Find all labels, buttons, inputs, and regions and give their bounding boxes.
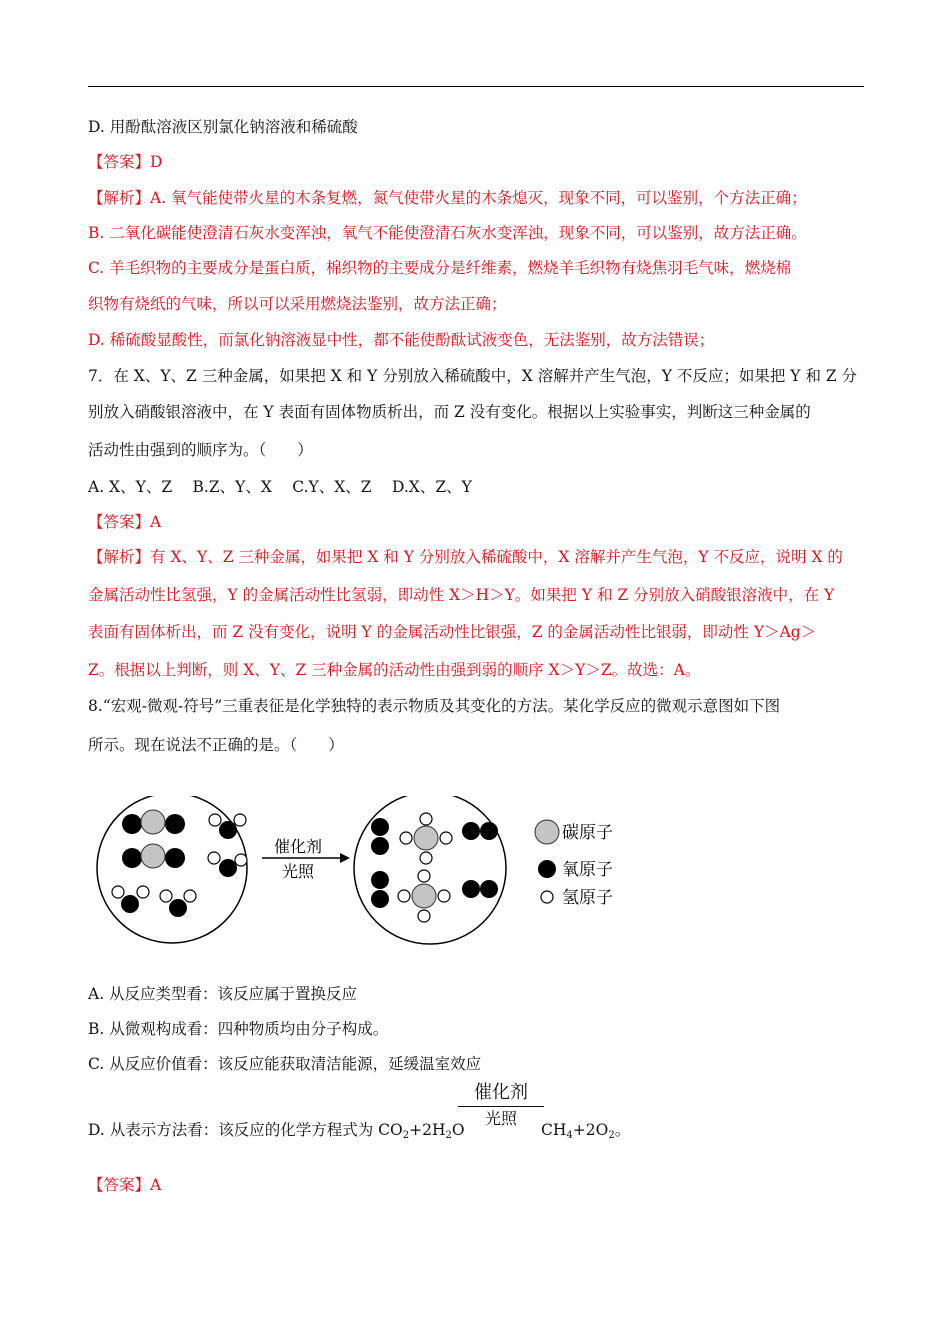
- hydrogen-atom: [418, 870, 430, 882]
- legend-oxygen-label: 氧原子: [562, 860, 613, 880]
- hydrogen-atom: [112, 886, 124, 898]
- q7-stem-2: 别放入硝酸银溶液中，在 Y 表面有固体物质析出，而 Z 没有变化。根据以上实验事实，判断这三种金属的: [88, 403, 811, 421]
- q6-analysis-3a: C. 羊毛织物的主要成分是蛋白质，棉织物的主要成分是纤维素，燃烧羊毛织物有烧焦羽毛气味，燃烧棉: [88, 259, 792, 277]
- carbon-atom: [412, 884, 436, 908]
- q6-analysis-2: B. 二氧化碳能使澄清石灰水变浑浊，氧气不能使澄清石灰水变浑浊，现象不同，可以鉴别，故方法正确。: [88, 224, 807, 242]
- q6-analysis-1: [88, 188, 868, 208]
- carbon-atom: [141, 810, 165, 834]
- oxygen-atom: [480, 880, 498, 898]
- oxygen-atom: [219, 821, 237, 839]
- q8-option-b: B. 从微观构成看：四种物质均由分子构成。: [88, 1020, 389, 1038]
- reaction-arrow-head: [340, 853, 350, 863]
- legend: [535, 820, 613, 908]
- q6-option-d: D. 用酚酞溶液区别氯化钠溶液和稀硫酸: [88, 118, 358, 136]
- hydrogen-atom: [400, 832, 412, 844]
- equation-product-ch: CH: [541, 1121, 567, 1139]
- oxygen-atom: [165, 848, 185, 868]
- equation-end: 。: [614, 1121, 631, 1139]
- q7-stem-1: 7．在 X、Y、Z 三种金属，如果把 X 和 Y 分别放入稀硫酸中，X 溶解并产生气泡，Y 不反应；如果把 Y 和 Z 分: [88, 367, 858, 385]
- q7-analysis-3: 表面有固体析出，而 Z 没有变化，说明 Y 的金属活动性比银强，Z 的金属活动性比银弱，即动性 Y＞Ag＞: [88, 623, 817, 641]
- legend-hydrogen-swatch: [541, 891, 553, 903]
- answer-value: A: [150, 513, 162, 531]
- oxygen-atom: [165, 814, 185, 834]
- q8-option-c: C. 从反应价值看：该反应能获取清洁能源，延缓温室效应: [88, 1055, 482, 1073]
- equation-condition-bottom: 光照: [484, 1109, 517, 1128]
- q7-analysis-4: Z。根据以上判断，则 X、Y、Z 三种金属的活动性由强到弱的顺序 X＞Y＞Z。故选：A。: [88, 661, 701, 679]
- carbon-atom: [141, 844, 165, 868]
- hydrogen-atom: [160, 890, 172, 902]
- hydrogen-atom: [418, 910, 430, 922]
- oxygen-atom: [462, 880, 480, 898]
- oxygen-atom: [169, 899, 187, 917]
- oxygen-atom: [371, 871, 389, 889]
- hydrogen-atom: [184, 890, 196, 902]
- answer-label: 【答案】: [88, 513, 151, 531]
- q8-answer: [88, 1175, 868, 1195]
- legend-carbon-swatch: [535, 820, 559, 844]
- q7-analysis-1: [88, 547, 868, 567]
- equation-reactant-o: O: [451, 1121, 465, 1139]
- q8-stem-1: 8.“宏观-微观-符号”三重表征是化学独特的表示物质及其变化的方法。某化学反应的微观示意图如下图: [88, 697, 781, 715]
- hydrogen-atom: [209, 814, 221, 826]
- equation-bar: [458, 1106, 544, 1107]
- oxygen-atom: [371, 837, 389, 855]
- subscript: 2: [608, 1130, 615, 1141]
- analysis-label: 【解析】: [88, 189, 151, 207]
- legend-oxygen-swatch: [538, 860, 556, 878]
- equation-condition: [458, 1082, 544, 1129]
- answer-label: 【答案】: [88, 1176, 151, 1194]
- hydrogen-atom: [420, 852, 432, 864]
- analysis-label: 【解析】: [88, 548, 151, 566]
- hydrogen-atom: [398, 890, 410, 902]
- analysis-text: A. 氧气能使带火星的木条复燃，氮气使带火星的木条熄灭，现象不同，可以鉴别，个方法正确；: [150, 189, 807, 207]
- carbon-atom: [414, 826, 438, 850]
- q7-analysis-2: 金属活动性比氢强，Y 的金属活动性比氢弱，即动性 X＞H＞Y。如果把 Y 和 Z 分别放入硝酸银溶液中，在 Y: [88, 586, 835, 604]
- oxygen-atom: [371, 818, 389, 836]
- q6-analysis-3b: 织物有烧纸的气味，所以可以采用燃烧法鉴别，故方法正确；: [88, 295, 507, 313]
- hydrogen-atom: [137, 886, 149, 898]
- hydrogen-atom: [235, 854, 247, 866]
- answer-value: D: [150, 153, 163, 171]
- hydrogen-atom: [234, 814, 246, 826]
- equation-reactant-h: +2H: [409, 1121, 446, 1139]
- q8-option-d-products: [541, 1120, 741, 1146]
- legend-hydrogen-label: 氢原子: [562, 888, 613, 908]
- subscript: 2: [445, 1130, 452, 1141]
- oxygen-atom: [462, 822, 480, 840]
- legend-carbon-label: 碳原子: [562, 823, 613, 843]
- oxygen-atom: [122, 814, 142, 834]
- oxygen-atom: [219, 859, 237, 877]
- q6-analysis-4: D. 稀硫酸显酸性，而氯化钠溶液显中性，都不能使酚酞试液变色，无法鉴别，故方法错误；: [88, 331, 715, 349]
- arrow-condition-top: 催化剂: [273, 837, 323, 856]
- hydrogen-atom: [208, 852, 220, 864]
- reaction-micro-diagram: [90, 796, 630, 956]
- hydrogen-atom: [420, 813, 432, 825]
- answer-value: A: [150, 1176, 162, 1194]
- subscript: 4: [566, 1130, 573, 1141]
- q8-stem-2: 所示。现在说法不正确的是。（ ）: [88, 736, 344, 754]
- oxygen-atom: [122, 848, 142, 868]
- q7-answer: [88, 512, 868, 532]
- analysis-text: 有 X、Y、Z 三种金属，如果把 X 和 Y 分别放入稀硫酸中，X 溶解并产生气泡，Y 不反应，说明 X 的: [150, 548, 843, 566]
- subscript: 2: [402, 1130, 410, 1141]
- answer-label: 【答案】: [88, 153, 151, 171]
- hydrogen-atom: [438, 890, 450, 902]
- arrow-condition-bottom: 光照: [281, 862, 315, 881]
- oxygen-atom: [480, 822, 498, 840]
- header-rule: [88, 86, 864, 87]
- hydrogen-atom: [440, 832, 452, 844]
- equation-product-o: +2O: [572, 1121, 609, 1139]
- oxygen-atom: [121, 895, 139, 913]
- q7-stem-3: 活动性由强到的顺序为。（ ）: [88, 441, 313, 459]
- q6-answer: [88, 152, 868, 172]
- oxygen-atom: [371, 890, 389, 908]
- equation-reactant-co: D. 从表示方法看：该反应的化学方程式为 CO: [88, 1121, 403, 1139]
- equation-condition-top: 催化剂: [474, 1082, 528, 1103]
- q8-option-a: A. 从反应类型看：该反应属于置换反应: [88, 985, 358, 1003]
- q7-options: A. X、Y、Z B.Z、Y、X C.Y、X、Z D.X、Z、Y: [88, 478, 472, 496]
